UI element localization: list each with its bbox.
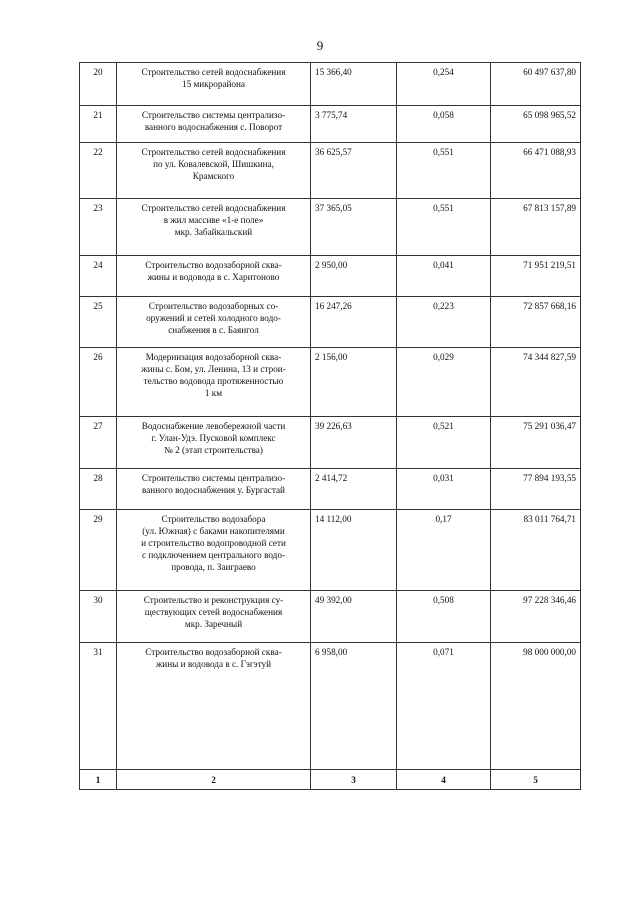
value-col3-cell: 14 112,00 — [311, 510, 397, 591]
value-col3-cell: 2 414,72 — [311, 469, 397, 510]
value-col4-cell: 0,223 — [397, 297, 491, 348]
value-col4-cell: 0,254 — [397, 63, 491, 106]
object-name-line: и строительство водопроводной сети — [141, 538, 286, 548]
object-name-cell — [117, 417, 311, 469]
object-name-line: Строительство сетей водоснабжения — [141, 67, 286, 77]
object-name-line: ществующих сетей водоснабжения — [144, 607, 283, 617]
table-row — [80, 510, 581, 591]
value-col4-cell: 0,029 — [397, 348, 491, 417]
object-name-line: Водоснабжение левобережной части — [141, 421, 286, 431]
object-name-line: Строительство водозабора — [161, 514, 266, 524]
object-name-line: мкр. Забайкальский — [174, 227, 253, 237]
object-name-cell — [117, 63, 311, 106]
row-number-cell: 22 — [80, 143, 117, 199]
column-number-cell: 1 — [80, 770, 117, 790]
value-col5-cell: 77 894 193,55 — [491, 469, 581, 510]
table-row — [80, 348, 581, 417]
object-name-line: Строительство и реконструкция су- — [143, 595, 284, 605]
object-name-cell — [117, 297, 311, 348]
value-col3-cell: 16 247,26 — [311, 297, 397, 348]
value-col5-cell: 97 228 346,46 — [491, 591, 581, 643]
object-name-line: с подключением центрального водо- — [141, 550, 285, 560]
object-name-line: Строительство сетей водоснабжения — [141, 147, 286, 157]
object-name-line: Строительство водозаборных со- — [148, 301, 279, 311]
row-number-cell: 24 — [80, 256, 117, 297]
value-col4-cell: 0,031 — [397, 469, 491, 510]
value-col4-cell: 0,17 — [397, 510, 491, 591]
value-col4-cell: 0,041 — [397, 256, 491, 297]
object-name-line: Крамского — [192, 171, 235, 181]
value-col3-cell: 49 392,00 — [311, 591, 397, 643]
object-name-cell — [117, 348, 311, 417]
object-name-line: жины и водовода в с. Гэгэтуй — [155, 659, 272, 669]
object-name-line: ванного водоснабжения с. Поворот — [144, 122, 283, 132]
object-name-cell — [117, 469, 311, 510]
object-name-line: г. Улан-Удэ. Пусковой комплекс — [151, 433, 276, 443]
row-number-cell: 21 — [80, 106, 117, 143]
object-name-line: ванного водоснабжения у. Бургастай — [142, 485, 285, 495]
row-number-cell: 27 — [80, 417, 117, 469]
data-table — [79, 62, 581, 790]
value-col4-cell: 0,508 — [397, 591, 491, 643]
object-name-line: снабжения в с. Баянгол — [168, 325, 259, 335]
value-col5-cell: 71 951 219,51 — [491, 256, 581, 297]
object-name-line: № 2 (этап строительства) — [164, 445, 263, 455]
object-name-line: провода, п. Заиграево — [171, 562, 256, 572]
table-row — [80, 591, 581, 643]
value-col5-cell: 74 344 827,59 — [491, 348, 581, 417]
object-name-line: тельство водовода протяженностью — [143, 376, 284, 386]
value-col5-cell: 83 011 764,71 — [491, 510, 581, 591]
object-name-cell — [117, 591, 311, 643]
row-number-cell: 26 — [80, 348, 117, 417]
column-number-row — [80, 770, 581, 790]
row-number-cell: 29 — [80, 510, 117, 591]
value-col5-cell: 98 000 000,00 — [491, 643, 581, 770]
row-number-cell: 31 — [80, 643, 117, 770]
value-col3-cell: 2 156,00 — [311, 348, 397, 417]
value-col5-cell: 60 497 637,80 — [491, 63, 581, 106]
object-name-line: жины с. Бом, ул. Ленина, 13 и строи- — [141, 364, 286, 374]
object-name-cell — [117, 643, 311, 770]
object-name-cell — [117, 199, 311, 256]
object-name-line: по ул. Ковалевской, Шишкина, — [153, 159, 274, 169]
row-number-cell: 25 — [80, 297, 117, 348]
column-number-cell: 5 — [491, 770, 581, 790]
table-body — [80, 63, 581, 790]
value-col5-cell: 67 813 157,89 — [491, 199, 581, 256]
table-row — [80, 143, 581, 199]
table-row — [80, 297, 581, 348]
object-name-line: Строительство водозаборной сква- — [145, 647, 282, 657]
table-row — [80, 199, 581, 256]
column-number-cell: 4 — [397, 770, 491, 790]
row-number-cell: 30 — [80, 591, 117, 643]
value-col3-cell: 15 366,40 — [311, 63, 397, 106]
value-col5-cell: 72 857 668,16 — [491, 297, 581, 348]
value-col3-cell: 3 775,74 — [311, 106, 397, 143]
object-name-cell — [117, 510, 311, 591]
value-col3-cell: 39 226,63 — [311, 417, 397, 469]
object-name-line: в жил массиве «1-е поле» — [163, 215, 264, 225]
table-row — [80, 643, 581, 770]
object-name-line: Строительство системы централизо- — [141, 473, 286, 483]
column-number-cell: 3 — [311, 770, 397, 790]
table-row — [80, 106, 581, 143]
value-col4-cell: 0,071 — [397, 643, 491, 770]
page-number: 9 — [316, 38, 324, 53]
value-col3-cell: 6 958,00 — [311, 643, 397, 770]
object-name-line: Модернизация водозаборной сква- — [145, 352, 282, 362]
object-name-line: Строительство системы централизо- — [141, 110, 286, 120]
table-row — [80, 417, 581, 469]
row-number-cell: 28 — [80, 469, 117, 510]
value-col4-cell: 0,551 — [397, 143, 491, 199]
object-name-line: жины и водовода в с. Харитоново — [147, 272, 280, 282]
object-name-line: 15 микрорайона — [181, 79, 246, 89]
value-col3-cell: 36 625,57 — [311, 143, 397, 199]
object-name-line: мкр. Заречный — [184, 619, 243, 629]
object-name-cell — [117, 106, 311, 143]
value-col3-cell: 37 365,05 — [311, 199, 397, 256]
table-row — [80, 256, 581, 297]
value-col4-cell: 0,058 — [397, 106, 491, 143]
row-number-cell: 23 — [80, 199, 117, 256]
row-number-cell: 20 — [80, 63, 117, 106]
value-col3-cell: 2 950,00 — [311, 256, 397, 297]
value-col4-cell: 0,551 — [397, 199, 491, 256]
table-row — [80, 63, 581, 106]
value-col5-cell: 75 291 036,47 — [491, 417, 581, 469]
object-name-line: (ул. Южная) с баками накопителями — [142, 526, 285, 536]
table-row — [80, 469, 581, 510]
object-name-cell — [117, 143, 311, 199]
value-col4-cell: 0,521 — [397, 417, 491, 469]
object-name-line: Строительство водозаборной сква- — [145, 260, 282, 270]
value-col5-cell: 66 471 088,93 — [491, 143, 581, 199]
object-name-line: оружений и сетей холодного водо- — [146, 313, 281, 323]
value-col5-cell: 65 098 965,52 — [491, 106, 581, 143]
object-name-line: 1 км — [204, 388, 223, 398]
object-name-cell — [117, 256, 311, 297]
column-number-cell: 2 — [117, 770, 311, 790]
object-name-line: Строительство сетей водоснабжения — [141, 203, 286, 213]
